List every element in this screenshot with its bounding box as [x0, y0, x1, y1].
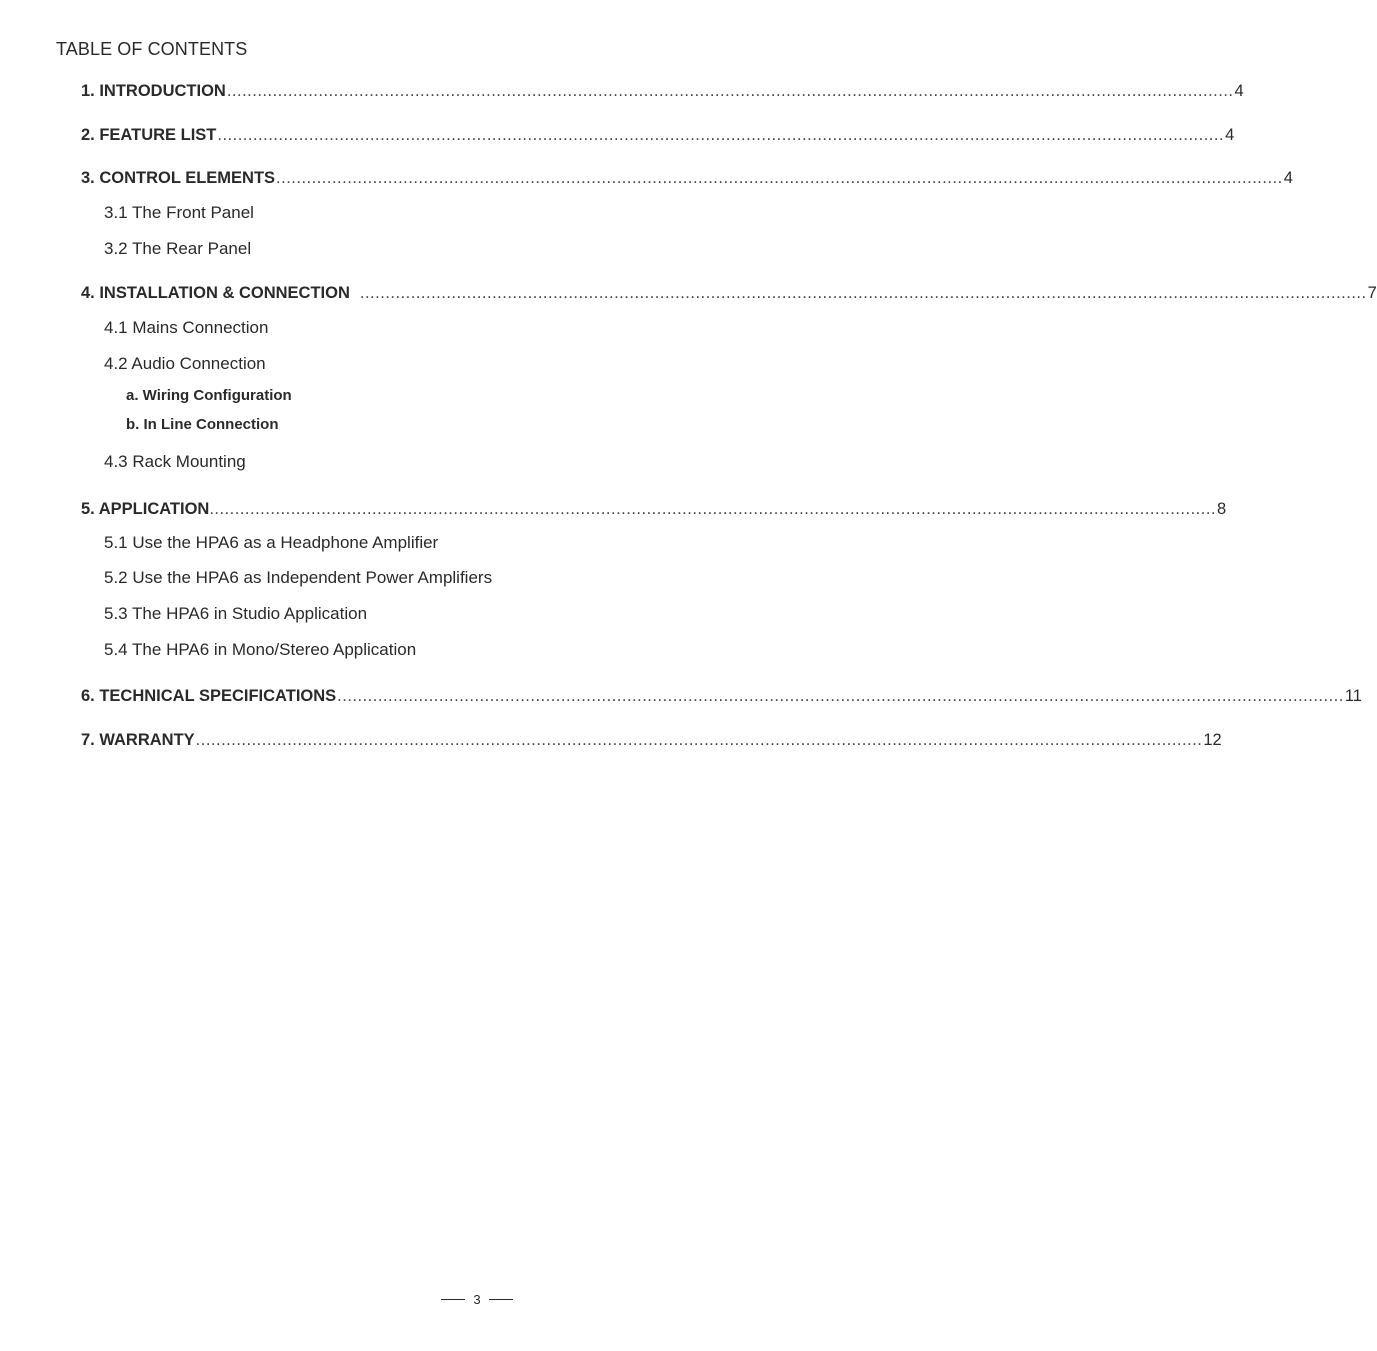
toc-title: TABLE OF CONTENTS	[56, 39, 248, 59]
toc-subentry-studio-application[interactable]: 5.3 The HPA6 in Studio Application	[104, 604, 368, 623]
toc-entry-warranty[interactable]	[81, 729, 1222, 751]
page-footer	[0, 1292, 954, 1307]
toc-entry-label: 7. WARRANTY	[81, 731, 195, 749]
toc-entry-page: 4	[1283, 169, 1293, 187]
toc-entry-feature-list[interactable]	[81, 124, 1235, 146]
dot-leader: ......................................................................................................................................................................................................	[359, 284, 1367, 302]
toc-entry-label: 1. INTRODUCTION	[81, 82, 226, 100]
toc-subentry-mains-connection[interactable]: 4.1 Mains Connection	[104, 318, 269, 337]
toc-entry-page: 7	[1367, 284, 1377, 302]
toc-subsubentry-in-line-connection[interactable]: b. In Line Connection	[126, 416, 279, 433]
toc-entry-introduction[interactable]	[81, 80, 1244, 102]
toc-entry-label: 6. TECHNICAL SPECIFICATIONS	[81, 687, 337, 705]
toc-entry-page: 4	[1234, 82, 1244, 100]
dot-leader: ......................................................................................................................................................................................................	[337, 687, 1344, 705]
toc-entry-page: 12	[1203, 731, 1222, 749]
dot-leader: ......................................................................................................................................................................................................	[226, 82, 1234, 100]
toc-entry-installation[interactable]	[81, 282, 1377, 304]
toc-subentry-audio-connection[interactable]: 4.2 Audio Connection	[104, 354, 266, 373]
toc-entry-label: 5. APPLICATION	[81, 500, 210, 518]
dot-leader: ......................................................................................................................................................................................................	[209, 500, 1217, 518]
toc-subentry-power-amplifiers[interactable]: 5.2 Use the HPA6 as Independent Power Amplifiers	[104, 568, 493, 587]
dot-leader: ......................................................................................................................................................................................................	[217, 126, 1225, 144]
toc-entry-label: 4. INSTALLATION & CONNECTION	[81, 284, 350, 302]
toc-subentry-rack-mounting[interactable]: 4.3 Rack Mounting	[104, 452, 246, 471]
dot-leader: ......................................................................................................................................................................................................	[276, 169, 1283, 187]
footer-rule-right	[489, 1299, 513, 1300]
toc-entry-page: 8	[1217, 500, 1227, 518]
dot-leader: ......................................................................................................................................................................................................	[195, 731, 1203, 749]
toc-subsubentry-wiring-configuration[interactable]: a. Wiring Configuration	[126, 387, 292, 404]
toc-entry-label: 3. CONTROL ELEMENTS	[81, 169, 276, 187]
toc-entry-control-elements[interactable]	[81, 167, 1293, 189]
toc-entry-application[interactable]	[81, 498, 1227, 520]
toc-subentry-rear-panel[interactable]: 3.2 The Rear Panel	[104, 239, 252, 258]
toc-entry-page: 11	[1344, 687, 1362, 705]
toc-subentry-mono-stereo-application[interactable]: 5.4 The HPA6 in Mono/Stereo Application	[104, 640, 417, 659]
footer-rule-left	[441, 1299, 465, 1300]
toc-subentry-front-panel[interactable]: 3.1 The Front Panel	[104, 203, 254, 222]
toc-subentry-headphone-amplifier[interactable]: 5.1 Use the HPA6 as a Headphone Amplifier	[104, 533, 439, 552]
toc-entry-technical-specifications[interactable]	[81, 685, 1362, 707]
page-number: 3	[473, 1292, 481, 1307]
toc-entry-label: 2. FEATURE LIST	[81, 126, 217, 144]
toc-entry-page: 4	[1225, 126, 1235, 144]
